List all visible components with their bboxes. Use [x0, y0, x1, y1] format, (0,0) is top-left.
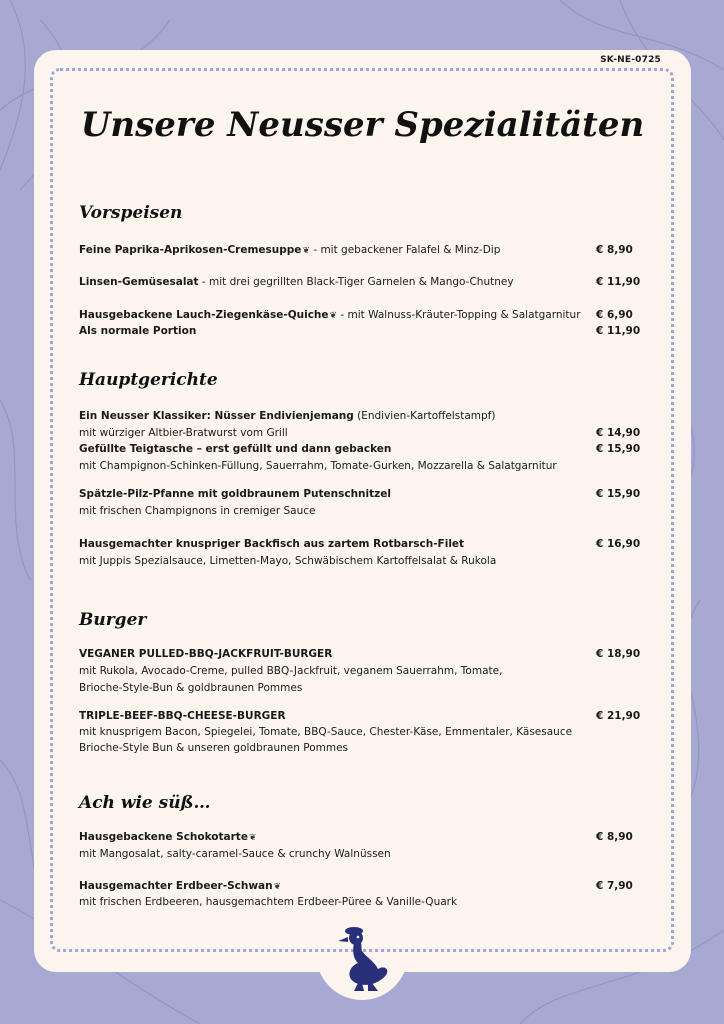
item-name: Hausgebackene Lauch-Ziegenkäse-Quiche: [79, 309, 329, 321]
item-desc: mit würziger Altbier-Bratwurst vom Grill: [79, 427, 288, 439]
leaf-icon: ❦: [273, 882, 282, 892]
item-price: € 7,90: [596, 880, 633, 892]
item-price: € 11,90: [596, 276, 641, 288]
menu-item: [79, 410, 495, 423]
item-desc: - mit drei gegrillten Black-Tiger Garnelen & Mango-Chutney: [198, 276, 514, 288]
item-desc: - mit Walnuss-Kräuter-Topping & Salatgarnitur: [337, 309, 581, 321]
item-price: € 6,90: [596, 309, 633, 321]
item-name: Ein Neusser Klassiker: Nüsser Endivienjemang: [79, 410, 354, 422]
item-price: € 18,90: [596, 648, 641, 660]
item-desc: mit frischen Erdbeeren, hausgemachtem Erdbeer-Püree & Vanille-Quark: [79, 896, 458, 908]
menu-item: [79, 880, 281, 894]
item-price: € 8,90: [596, 831, 633, 843]
item-name: TRIPLE-BEEF-BBQ-CHEESE-BURGER: [79, 710, 286, 722]
item-name: Hausgemachter Erdbeer-Schwan: [79, 880, 273, 892]
item-name: Hausgebackene Schokotarte: [79, 831, 248, 843]
item-price: € 8,90: [596, 244, 633, 256]
item-desc: mit frischen Champignons in cremiger Sauce: [79, 505, 316, 517]
item-price: € 14,90: [596, 427, 641, 439]
menu-code: SK-NE-0725: [600, 55, 661, 65]
item-desc: mit Mangosalat, salty-caramel-Sauce & crunchy Walnüssen: [79, 848, 391, 860]
menu-item: [79, 276, 514, 289]
section-hauptgerichte: Hauptgerichte: [79, 370, 218, 390]
leaf-icon: ❦: [329, 311, 338, 321]
item-extra-price: € 11,90: [596, 325, 641, 337]
item-name: Gefüllte Teigtasche – erst gefüllt und dann gebacken: [79, 443, 392, 455]
section-burger: Burger: [79, 610, 147, 630]
item-name: Hausgemachter knuspriger Backfisch aus zartem Rotbarsch-Filet: [79, 538, 465, 550]
item-price: € 21,90: [596, 710, 641, 722]
item-desc: mit Champignon-Schinken-Füllung, Sauerrahm, Tomate-Gurken, Mozzarella & Salatgarnitur: [79, 460, 557, 472]
leaf-icon: ❦: [302, 246, 310, 256]
item-desc: Brioche-Style-Bun & goldbraunen Pommes: [79, 682, 303, 694]
item-desc: Brioche-Style Bun & unseren goldbraunen Pommes: [79, 742, 349, 754]
menu-item: [79, 244, 500, 258]
item-price: € 15,90: [596, 488, 641, 500]
section-suess: Ach wie süß…: [79, 793, 211, 813]
item-desc: mit knusprigem Bacon, Spiegelei, Tomate, BBQ-Sauce, Chester-Käse, Emmentaler, Käsesauce: [79, 726, 573, 738]
menu-item: [79, 831, 257, 845]
item-price: € 16,90: [596, 538, 641, 550]
item-price: € 15,90: [596, 443, 641, 455]
item-desc: mit Rukola, Avocado-Creme, pulled BBQ-Jackfruit, veganem Sauerrahm, Tomate,: [79, 665, 503, 677]
item-desc: - mit gebackener Falafel & Minz-Dip: [309, 244, 501, 256]
duck-logo-icon: [334, 921, 392, 993]
item-name-rest: (Endivien-Kartoffelstampf): [353, 410, 496, 422]
item-name: Linsen-Gemüsesalat: [79, 276, 199, 288]
section-vorspeisen: Vorspeisen: [79, 203, 183, 223]
item-extra: Als normale Portion: [79, 325, 197, 337]
item-desc: mit Juppis Spezialsauce, Limetten-Mayo, Schwäbischem Kartoffelsalat & Rukola: [79, 555, 497, 567]
leaf-icon: ❦: [248, 833, 257, 843]
item-name: Feine Paprika-Aprikosen-Cremesuppe: [79, 244, 302, 256]
page-title: Unsere Neusser Spezialitäten: [80, 105, 645, 145]
item-name: VEGANER PULLED-BBQ-JACKFRUIT-BURGER: [79, 648, 333, 660]
menu-item: [79, 309, 581, 323]
item-name: Spätzle-Pilz-Pfanne mit goldbraunem Putenschnitzel: [79, 488, 391, 500]
